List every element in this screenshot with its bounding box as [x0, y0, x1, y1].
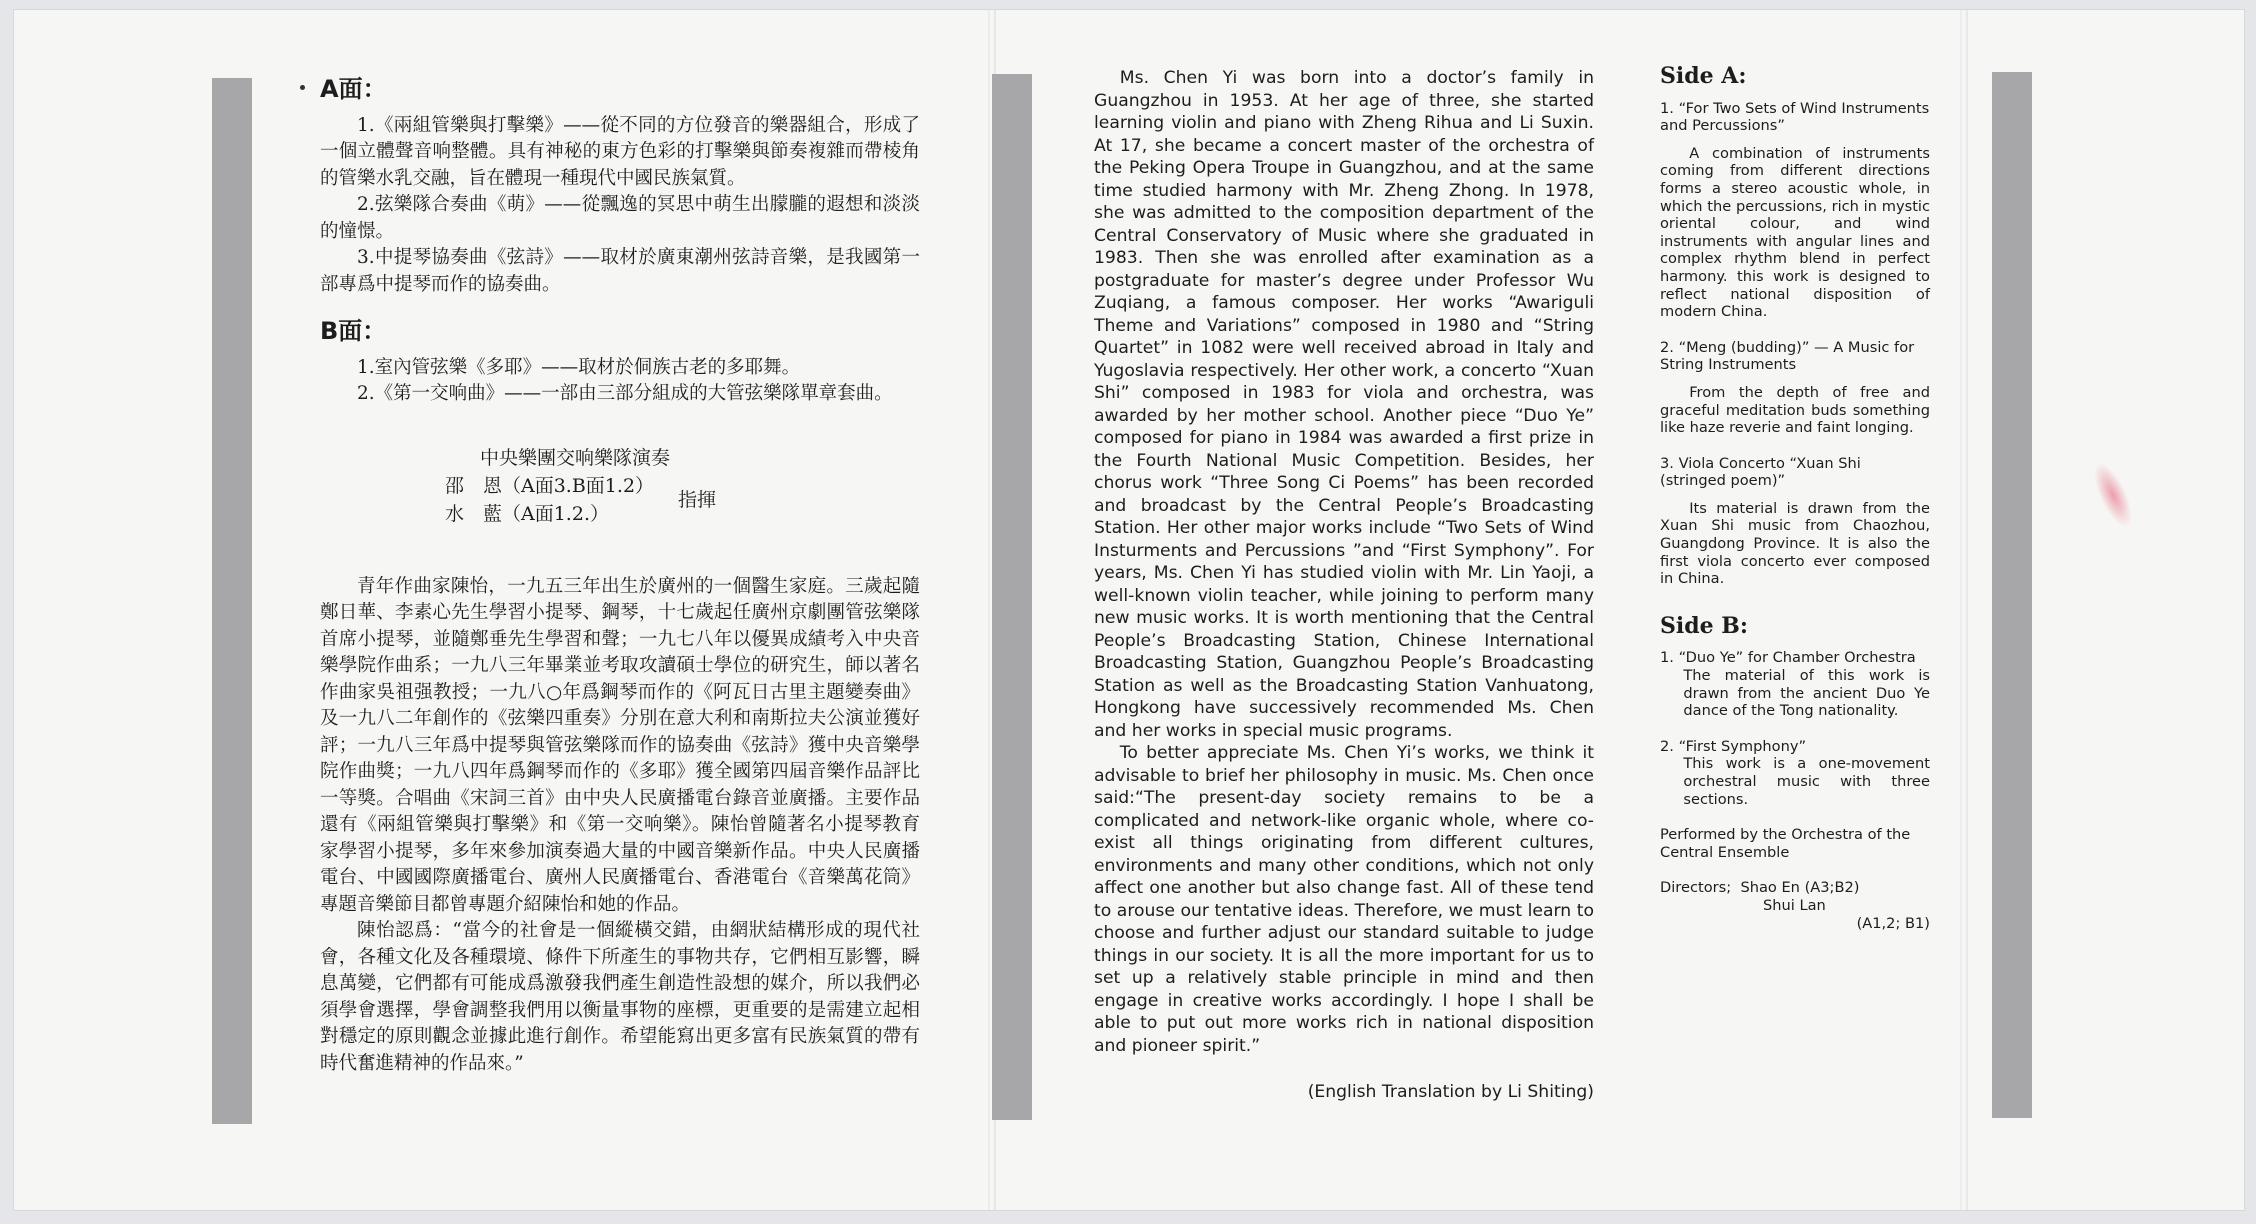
track-item [1660, 649, 1930, 719]
side-a-item-cn: 3.中提琴協奏曲《弦詩》——取材於廣東潮州弦詩音樂，是我國第一部專爲中提琴而作的協奏曲。 [320, 247, 920, 295]
track-description: Its material is drawn from the Xuan Shi music from Chaozhou, Guangdong Province. It is also the first viola concerto ever composed in China. [1660, 499, 1930, 588]
biography-paragraph-cn: 陳怡認爲：“當今的社會是一個縱橫交錯，由網狀結構形成的現代社會，各種文化及各種環境、條件下所產生的事物共存，它們相互影響，瞬息萬變，它們都有可能成爲激發我們產生創造性設想的媒介，所以我們必須學會選擇，學會調整我們用以衡量事物的座標，更重要的是需建立起相對穩定的原則觀念並據此進行創作。希望能寫出更多富有民族氣質的帶有時代奮進精神的作品來。” [320, 920, 920, 1074]
side-b-heading-cn: B面： [320, 317, 387, 345]
directors-label: Directors; [1660, 879, 1732, 897]
track-title: 1. “Duo Ye” for Chamber Orchestra [1660, 649, 1916, 667]
track-title: 3. Viola Concerto “Xuan Shi (stringed poem)” [1660, 454, 1861, 490]
track-item [1660, 738, 1930, 808]
print-dot [300, 85, 305, 90]
side-a-item-cn: 1.《兩組管樂與打擊樂》——從不同的方位發音的樂器組合，形成了一個立體聲音响整體。具有神秘的東方色彩的打擊樂與節奏複雜而帶棱角的管樂水乳交融，旨在體現一種現代中國民族氣質。 [320, 114, 920, 189]
biography-paragraph-en: Ms. Chen Yi was born into a doctor’s family in Guangzhou in 1953. At her age of three, she started learning violin and piano with Zheng Rihua and Li Suxin. At 17, she became a concert master of the orchestra of the Peking Opera Troupe in Guangzhou, and at the same time studied harmony with Mr. Zheng Zhong. In 1978, she was admitted to the composition department of the Central Conservatory of Music where she graduated in 1983. Then she was enrolled after examination as a postgraduate for master’s degree under Professor Wu Zuqiang, a famous composer. Her works “Awariguli Theme and Variations” composed in 1980 and “String Quartet” in 1082 were well received abroad in Italy and Yugoslavia respectively. Her other work, a concerto “Xuan Shi” composed in 1983 for viola and orchestra, was awarded by her mother school. Another piece “Duo Ye” composed for piano in 1984 was awarded a first prize in the Fourth National Music Competition. Besides, her chorus work “Three Song Ci Poems” has been recorded and broadcast by the Central People’s Broadcasting Station. Her other major works include “Two Sets of Wind Insturments and Percussions ”and “First Symphony”. For years, Ms. Chen Yi has studied violin with Mr. Lin Yaoji, a well-known violin teacher, while joining to perform many new music works. It is worth mentioning that the Central People’s Broadcasting Station, Chinese International Broadcasting Station, Guangzhou People’s Broadcasting Station as well as the Broadcasting Station Vanhuatong, Hongkong have successively recommended Ms. Chen and her works in special music programs. [1094, 68, 1594, 741]
biography-paragraph-en: To better appreciate Ms. Chen Yi’s works, we think it advisable to brief her philosophy in music. Ms. Chen once said:“The present-day society remains to be a complicated and network-like organic whole, where co-exist all things originating from different cultures, environments and many other conditions, which not only affect one another but also change fast. All of these tend to arouse our tentative ideas. Therefore, we must learn to choose and further adjust our standard suitable to judge things in our society. It is all the more important for us to set up a relatively stable principle in mind and then engage in creative works accordingly. I hope I shall be able to put out more works rich in national disposition and pioneer spirit.” [1094, 743, 1594, 1056]
side-b-item-cn: 1.室內管弦樂《多耶》——取材於侗族古老的多耶舞。 [357, 356, 801, 378]
gray-spine-bar [992, 74, 1032, 1120]
director-name: Shao En (A3;B2) [1740, 879, 1860, 897]
track-title: 2. “First Symphony” [1660, 737, 1807, 755]
track-description: This work is a one-movement orchestral music with three sections. [1683, 755, 1930, 808]
directors-credits [1660, 879, 1930, 932]
gray-spine-bar [212, 78, 252, 1124]
side-b-heading-en: Side B: [1660, 612, 1748, 639]
fold-line [1960, 10, 1968, 1210]
biography-paragraph-cn: 青年作曲家陳怡，一九五三年出生於廣州的一個醫生家庭。三歲起隨鄭日華、李素心先生學習小提琴、鋼琴，十七歲起任廣州京劇團管弦樂隊首席小提琴，並隨鄭垂先生學習和聲；一九七八年以優異成績考入中央音樂學院作曲系；一九八三年畢業並考取攻讀碩士學位的研究生，師以著名作曲家吳祖强教授；一九八○年爲鋼琴而作的《阿瓦日古里主題變奏曲》及一九八二年創作的《弦樂四重奏》分別在意大利和南斯拉夫公演並獲好評；一九八三年爲中提琴與管弦樂隊而作的協奏曲《弦詩》獲中央音樂學院作曲獎；一九八四年爲鋼琴而作的《多耶》獲全國第四屆音樂作品評比一等獎。合唱曲《宋詞三首》由中央人民廣播電台錄音並廣播。主要作品還有《兩組管樂與打擊樂》和《第一交响樂》。陳怡曾隨著名小提琴教育家學習小提琴，多年來參加演奏過大量的中國音樂新作品。中央人民廣播電台、中國國際廣播電台、廣州人民廣播電台、香港電台《音樂萬花筒》專題音樂節目都曾專題介紹陳怡和她的作品。 [320, 575, 920, 915]
conductor-line: 水 藍（A面1.2.） [445, 502, 609, 525]
track-description: A combination of instruments coming from different directions forms a stereo acoustic whole, in which the percussions, rich in mystic oriental colour, and wind instruments with angular lines and complex rhythm blend in perfect harmony. this work is designed to reflect national disposition of modern China. [1660, 144, 1930, 321]
track-title: 2. “Meng (budding)” — A Music for String Instruments [1660, 338, 1915, 374]
english-biography-panel [1094, 67, 1594, 1104]
track-title: 1. “For Two Sets of Wind Instruments and Percussions” [1660, 99, 1930, 135]
conductor-role-label: 指揮 [678, 488, 717, 511]
performed-by: Performed by the Orchestra of the Central Ensemble [1660, 826, 1911, 861]
director-sides: (A1,2; B1) [1856, 914, 1930, 932]
gray-spine-bar [1992, 72, 2032, 1118]
chinese-notes-panel [320, 70, 920, 1077]
track-list-panel [1660, 63, 1930, 932]
side-b-item-cn: 2.《第一交响曲》——一部由三部分組成的大管弦樂隊單章套曲。 [357, 383, 893, 404]
track-item [1660, 100, 1930, 321]
track-description: The material of this work is drawn from the ancient Duo Ye dance of the Tong nationality. [1683, 667, 1930, 720]
translation-credit: (English Translation by Li Shiting) [1307, 1082, 1594, 1102]
track-item [1660, 455, 1930, 588]
track-item [1660, 339, 1930, 437]
performance-credits-cn [320, 444, 920, 528]
side-a-item-cn: 2.弦樂隊合奏曲《萌》——從飄逸的冥思中萌生出朦朧的遐想和淡淡的憧憬。 [320, 194, 920, 242]
conductor-line: 邵 恩（A面3.B面1.2） [445, 474, 655, 497]
director-name: Shui Lan [1763, 896, 1826, 914]
side-a-heading-cn: A面： [320, 75, 387, 103]
orchestra-name-cn: 中央樂團交响樂隊演奏 [480, 446, 671, 469]
track-description: From the depth of free and graceful meditation buds something like haze reverie and faint longing. [1660, 383, 1930, 437]
side-a-heading-en: Side A: [1660, 63, 1747, 89]
